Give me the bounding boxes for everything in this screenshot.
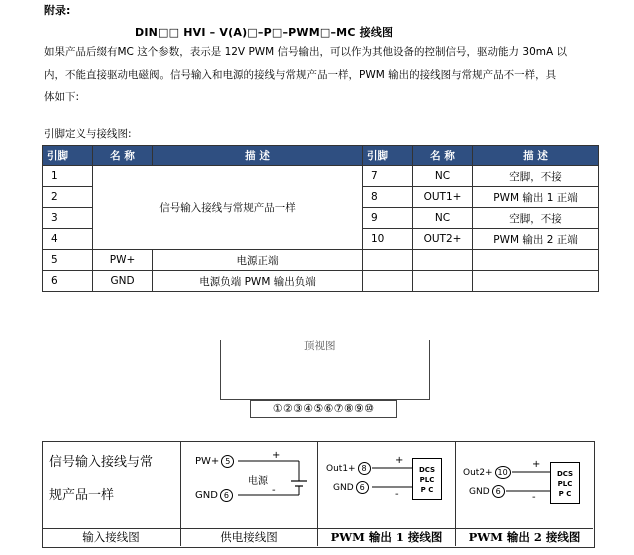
pin-desc: 电源负端 PWM 输出负端 [153,271,363,292]
pwm1-minus: - [395,489,399,500]
pin-number: 3 [43,208,93,229]
caption-pwm2-wiring: PWM 输出 2 接线图 [468,530,581,544]
pw-label: PW+ [195,456,220,467]
pin-desc: PWM 输出 2 正端 [473,229,599,250]
caption-pwm1-wiring: PWM 输出 1 接线图 [330,530,443,544]
pin-desc: PWM 输出 1 正端 [473,187,599,208]
gnd-label: GND [333,483,354,493]
pwm2-receiver-device [550,462,580,504]
header-name: 名 称 [93,146,153,166]
terminal-10-icon: 10 [495,466,511,479]
terminal-strip: ①②③④⑤⑥⑦⑧⑨⑩ [250,400,397,418]
pin-name: OUT1+ [413,187,473,208]
pin-desc: 电源正端 [153,250,363,271]
pwm2-plus: + [532,459,541,470]
power-source-label: 电源 [248,476,268,487]
device-label: P C [558,490,572,498]
pwm1-receiver-device [412,458,442,500]
pin-desc: 空脚，不接 [473,166,599,187]
input-wiring-text-1: 信号输入接线与常 [49,455,154,470]
pin-section-label: 引脚定义与接线图: [44,128,132,140]
table-row [43,250,599,271]
pin-desc: 空脚，不接 [473,208,599,229]
table-row [43,271,599,292]
header-desc: 描 述 [153,146,363,166]
pin-number: 6 [43,271,93,292]
terminal-8-icon: 8 [358,462,371,475]
header-name: 名 称 [413,146,473,166]
pwm1-plus: + [395,455,404,466]
pin-number: 10 [363,229,413,250]
pin-number: 4 [43,229,93,250]
pin-number: 8 [363,187,413,208]
pin-name: NC [413,166,473,187]
pin-table-header [43,146,599,166]
terminal-5-icon: 5 [221,455,234,468]
intro-line-2: 内，不能直接驱动电磁阀。信号输入和电源的接线与常规产品一样，PWM 输出的接线图与常规产品不一样，具 [44,69,557,81]
pin-name [413,271,473,292]
header-pin: 引脚 [363,146,413,166]
gnd-label: GND [469,487,490,497]
pin-number [363,271,413,292]
pin-name: PW+ [93,250,153,271]
header-pin: 引脚 [43,146,93,166]
model-title: DIN□□ HVI – V(A)□–P□–PWM□–MC 接线图 [135,26,394,39]
pin-number: 7 [363,166,413,187]
gnd-label: GND [195,490,218,501]
device-label: P C [420,486,434,494]
top-view-label: 顶视图 [304,340,336,352]
appendix-label: 附录: [44,4,71,17]
pin-desc [473,250,599,271]
terminal-6-icon: 6 [492,485,505,498]
pin-number: 1 [43,166,93,187]
terminal-6-icon: 6 [220,489,233,502]
pin-name: OUT2+ [413,229,473,250]
device-label: DCS [556,470,574,478]
header-desc: 描 述 [473,146,599,166]
device-label: DCS [418,466,436,474]
device-label: PLC [557,480,573,488]
caption-input-wiring: 输入接线图 [82,530,140,544]
merged-desc: 信号输入接线与常规产品一样 [93,166,363,250]
pwm2-minus: - [532,492,536,503]
pin-number: 9 [363,208,413,229]
input-wiring-text-2: 规产品一样 [49,488,115,503]
caption-power-wiring: 供电接线图 [220,530,278,544]
intro-line-3: 体如下: [44,91,80,103]
pin-name: GND [93,271,153,292]
pin-desc [473,271,599,292]
pin-table [42,145,599,292]
power-minus: - [272,485,276,496]
pin-name [413,250,473,271]
table-row [43,166,599,187]
pin-number [363,250,413,271]
pin-number: 5 [43,250,93,271]
terminal-6-icon: 6 [356,481,369,494]
power-plus: + [272,450,281,461]
out2-label: Out2+ [463,468,493,478]
out1-label: Out1+ [326,464,356,474]
pin-number: 2 [43,187,93,208]
pin-name: NC [413,208,473,229]
device-label: PLC [419,476,435,484]
intro-line-1: 如果产品后缀有MC 这个参数，表示是 12V PWM 信号输出，可以作为其他设备的控制信号，驱动能力 30mA 以 [44,46,568,58]
